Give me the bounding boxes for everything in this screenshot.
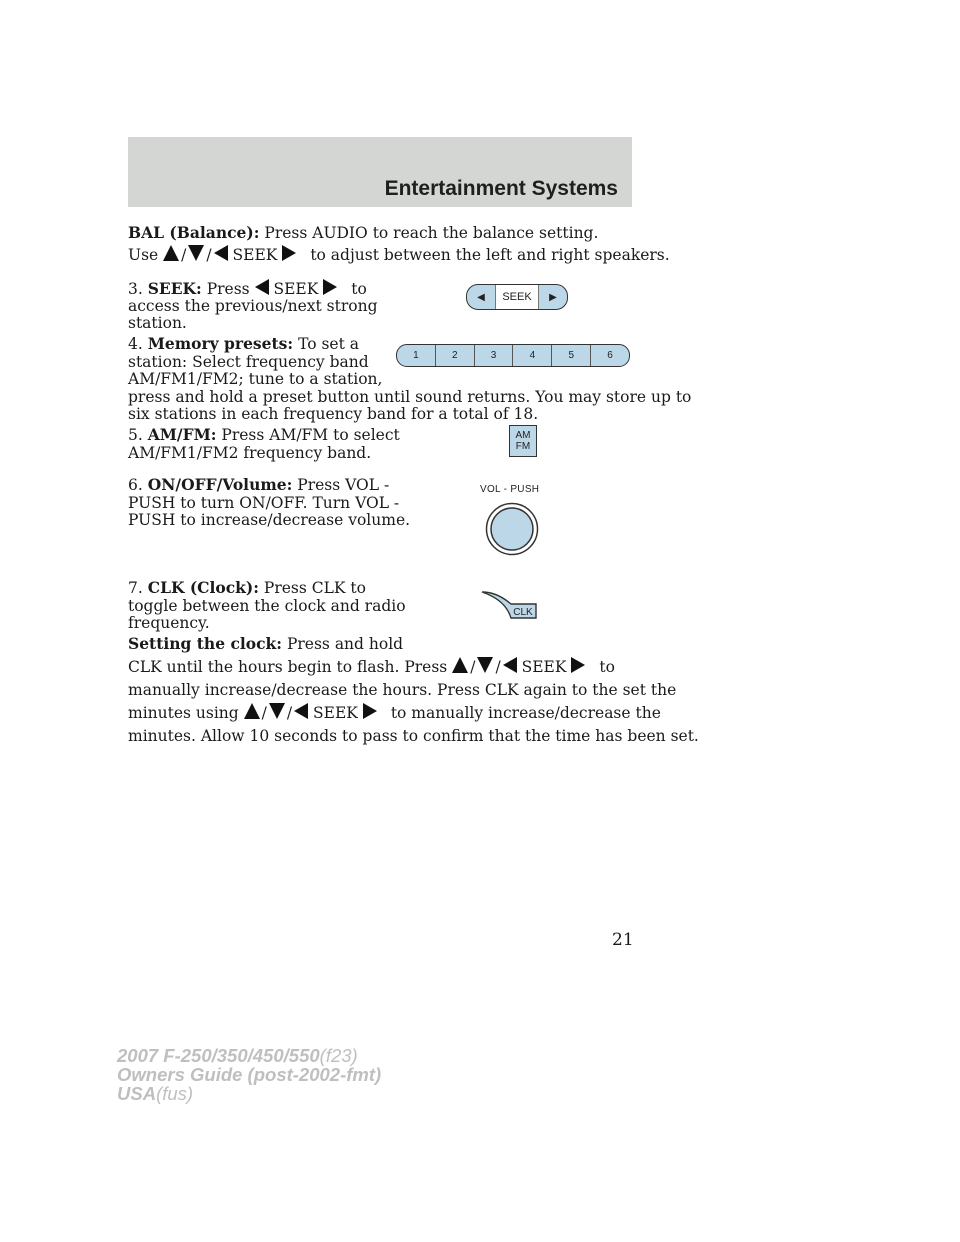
setclock-l4b: to manually increase/decrease the [390, 704, 661, 722]
down-arrow-icon [477, 657, 493, 673]
seek-next-icon: ▶ [549, 291, 557, 303]
seek-to: to [351, 280, 367, 298]
clk-line2: toggle between the clock and radio [128, 597, 406, 615]
preset-4: 4 [512, 345, 551, 366]
footer-line1 [117, 1046, 381, 1065]
onoff-line3: PUSH to increase/decrease volume. [128, 511, 411, 529]
onoff-line1 [128, 476, 389, 494]
down-arrow-icon [188, 245, 204, 261]
amfm-num: 5. [128, 426, 143, 444]
seek-left-icon [255, 279, 269, 295]
clk-text1: Press CLK to [263, 579, 366, 597]
footer-region-code: (fus) [156, 1083, 194, 1104]
amfm-line2: AM/FM1/FM2 frequency band. [128, 444, 372, 462]
up-arrow-icon [163, 245, 179, 261]
setclock-line5: minutes. Allow 10 seconds to pass to confirm that the time has been set. [128, 727, 699, 745]
seek-num: 3. [128, 280, 143, 298]
seek-right-icon [363, 703, 377, 719]
seek-line3: station. [128, 314, 187, 332]
setclock-l2a: CLK until the hours begin to flash. Press [128, 658, 448, 676]
preset-2: 2 [435, 345, 474, 366]
amfm-text1: Press AM/FM to select [221, 426, 400, 444]
bal-line2: Use / / SEEK to adjust between the left and right speakers. [128, 246, 670, 264]
setclock-l4a: minutes using [128, 704, 239, 722]
bal-text: Press AUDIO to reach the balance setting. [264, 224, 599, 242]
bal-line1 [128, 224, 598, 242]
seek-left-icon [294, 703, 308, 719]
seek-left-icon [503, 657, 517, 673]
presets-label: Memory presets: [147, 334, 294, 353]
presets-line5: six stations in each frequency band for a total of 18. [128, 405, 539, 423]
setclock-text1: Press and hold [286, 635, 404, 653]
preset-1: 1 [413, 350, 419, 361]
setclock-seek: SEEK [521, 658, 567, 676]
setclock-seek2: SEEK [313, 704, 358, 722]
page-number: 21 [612, 930, 634, 950]
up-arrow-icon [452, 657, 468, 673]
preset-3: 3 [474, 345, 513, 366]
preset-6: 6 [590, 345, 629, 366]
seek-right-icon [323, 279, 337, 295]
setclock-line4: minutes using / / SEEK to manually increase/decrease the [128, 704, 661, 722]
seek-line1 [128, 279, 367, 298]
amfm-label: AM/FM: [147, 425, 217, 444]
seek-left-icon [214, 245, 228, 261]
footer-line3 [117, 1084, 381, 1103]
onoff-label: ON/OFF/Volume: [147, 475, 293, 494]
bal-label: BAL (Balance): [128, 223, 260, 242]
up-arrow-icon [244, 703, 260, 719]
down-arrow-icon [269, 703, 285, 719]
seek-right-icon [282, 245, 296, 261]
section-title: Entertainment Systems [384, 177, 618, 200]
clk-line3: frequency. [128, 614, 210, 632]
setclock-l2b: to [599, 658, 615, 676]
presets-line1 [128, 335, 359, 353]
seek-prev-icon: ◀ [477, 291, 485, 303]
presets-num: 4. [128, 335, 143, 353]
bal-use: Use [128, 246, 159, 264]
volume-knob-illustration [485, 502, 539, 556]
clk-button-label: CLK [513, 607, 533, 618]
onoff-line2: PUSH to turn ON/OFF. Turn VOL - [128, 494, 400, 512]
amfm-top-label: AM [515, 430, 531, 441]
presets-line2: station: Select frequency band [128, 353, 369, 371]
clk-line1 [128, 579, 366, 597]
footer [117, 1046, 381, 1103]
presets-text1: To set a [298, 335, 359, 353]
footer-code: (f23) [319, 1045, 358, 1066]
amfm-button-illustration [509, 425, 537, 457]
seek-right-icon [571, 657, 585, 673]
setclock-label: Setting the clock: [128, 634, 283, 653]
seek-press: Press [206, 280, 250, 298]
seek-word: SEEK [273, 280, 319, 298]
amfm-line1 [128, 426, 400, 444]
presets-line4: press and hold a preset button until sound returns. You may store up to [128, 388, 692, 406]
seek-button-illustration [466, 284, 568, 310]
clk-label: CLK (Clock): [147, 578, 259, 597]
vol-push-label: VOL - PUSH [480, 484, 540, 495]
header-band [128, 137, 632, 207]
preset-buttons-illustration [396, 344, 630, 367]
presets-line3: AM/FM1/FM2; tune to a station, [128, 370, 383, 388]
onoff-num: 6. [128, 476, 143, 494]
amfm-bottom-label: FM [515, 441, 531, 452]
onoff-text1: Press VOL - [297, 476, 390, 494]
setclock-line2: CLK until the hours begin to flash. Press / / SEEK to [128, 658, 615, 676]
seek-line2: access the previous/next strong [128, 297, 378, 315]
footer-line2: Owners Guide (post-2002-fmt) [117, 1064, 382, 1085]
seek-label: SEEK: [147, 279, 202, 298]
footer-region: USA [117, 1083, 157, 1104]
setclock-line3: manually increase/decrease the hours. Press CLK again to the set the [128, 681, 677, 699]
bal-adjust: to adjust between the left and right speakers. [310, 246, 670, 264]
setclock-line1 [128, 635, 403, 653]
preset-5: 5 [551, 345, 590, 366]
clk-button-illustration [480, 590, 538, 620]
clk-num: 7. [128, 579, 143, 597]
footer-model: 2007 F-250/350/450/550 [117, 1045, 320, 1066]
bal-seek: SEEK [232, 246, 278, 264]
seek-button-label: SEEK [495, 285, 539, 309]
